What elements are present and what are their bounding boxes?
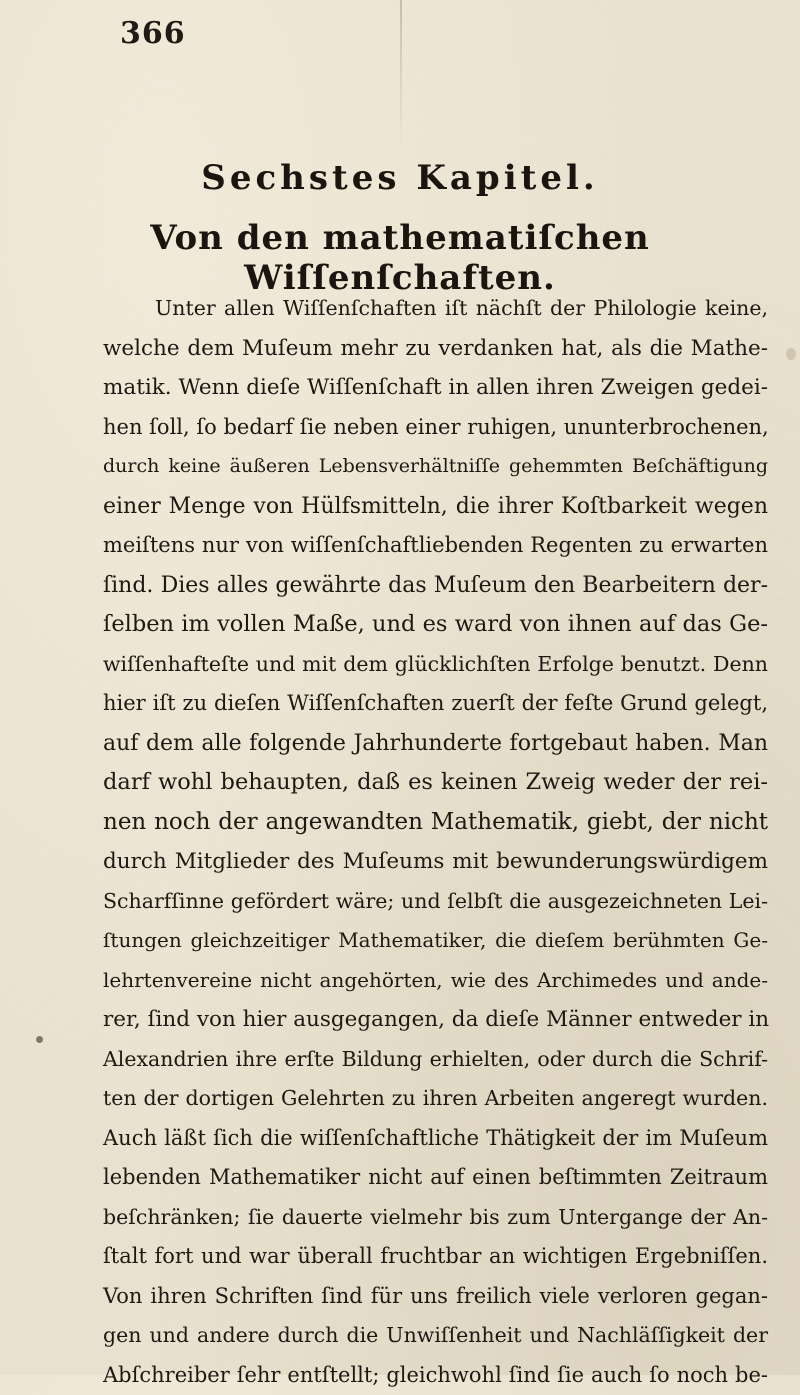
ink-stain [786, 348, 796, 360]
chapter-title: Sechstes Kapitel. [0, 158, 800, 198]
text-line: ſtungen gleichzeitiger Mathematiker, die dieſem berühmten Ge- [103, 921, 768, 961]
page-number: 366 [120, 16, 186, 51]
text-line: matik. Wenn dieſe Wiſſenſchaft in allen ihren Zweigen gedei- [103, 368, 768, 408]
text-line: rer, ſind von hier ausgegangen, da dieſe Männer entweder in [103, 1000, 768, 1040]
text-line: ſind. Dies alles gewährte das Muſeum den Bearbeitern der- [103, 566, 768, 606]
text-line: lebenden Mathematiker nicht auf einen beſtimmten Zeitraum [103, 1158, 768, 1198]
body-text [103, 289, 768, 1395]
ink-spot [36, 1036, 43, 1043]
text-line: hen ſoll, ſo bedarf ſie neben einer ruhigen, ununterbrochenen, [103, 408, 768, 448]
section-title: Von den mathematiſchen Wiſſenſchaften. [0, 218, 800, 298]
text-line: durch keine äußeren Lebensverhältniſſe gehemmten Beſchäftigung [103, 447, 768, 487]
text-line: Scharfſinne gefördert wäre; und ſelbſt die ausgezeichneten Lei- [103, 882, 768, 922]
text-line: Auch läßt ſich die wiſſenſchaftliche Thätigkeit der im Muſeum [103, 1119, 768, 1159]
text-line: welche dem Muſeum mehr zu verdanken hat, als die Mathe- [103, 329, 768, 369]
text-line: Unter allen Wiſſenſchaften iſt nächſt der Philologie keine, [103, 289, 768, 329]
text-line: ſtalt fort und war überall fruchtbar an wichtigen Ergebniſſen. [103, 1237, 768, 1277]
text-line: Alexandrien ihre erſte Bildung erhielten, oder durch die Schrif- [103, 1040, 768, 1080]
text-line: meiſtens nur von wiſſenſchaftliebenden Regenten zu erwarten [103, 526, 768, 566]
text-line: durch Mitglieder des Muſeums mit bewunderungswürdigem [103, 842, 768, 882]
text-line: beſchränken; ſie dauerte vielmehr bis zum Untergange der An- [103, 1198, 768, 1238]
text-line: ſelben im vollen Maße, und es ward von ihnen auf das Ge- [103, 605, 768, 645]
text-line: einer Menge von Hülfsmitteln, die ihrer Koſtbarkeit wegen [103, 487, 768, 527]
text-line: Abſchreiber ſehr entſtellt; gleichwohl ſind ſie auch ſo noch be- [103, 1356, 768, 1395]
text-line: gen und andere durch die Unwiſſenheit und Nachläſſigkeit der [103, 1316, 768, 1356]
page-fold-shadow [400, 0, 402, 150]
text-line: nen noch der angewandten Mathematik, giebt, der nicht [103, 803, 768, 843]
text-line: darf wohl behaupten, daß es keinen Zweig weder der rei- [103, 763, 768, 803]
text-line: wiſſenhafteſte und mit dem glücklichſten Erfolge benutzt. Denn [103, 645, 768, 685]
text-line: hier iſt zu dieſen Wiſſenſchaften zuerſt der feſte Grund gelegt, [103, 684, 768, 724]
text-line: lehrtenvereine nicht angehörten, wie des Archimedes und ande- [103, 961, 768, 1001]
text-line: ten der dortigen Gelehrten zu ihren Arbeiten angeregt wurden. [103, 1079, 768, 1119]
text-line: Von ihren Schriften ſind für uns freilich viele verloren gegan- [103, 1277, 768, 1317]
text-line: auf dem alle folgende Jahrhunderte fortgebaut haben. Man [103, 724, 768, 764]
